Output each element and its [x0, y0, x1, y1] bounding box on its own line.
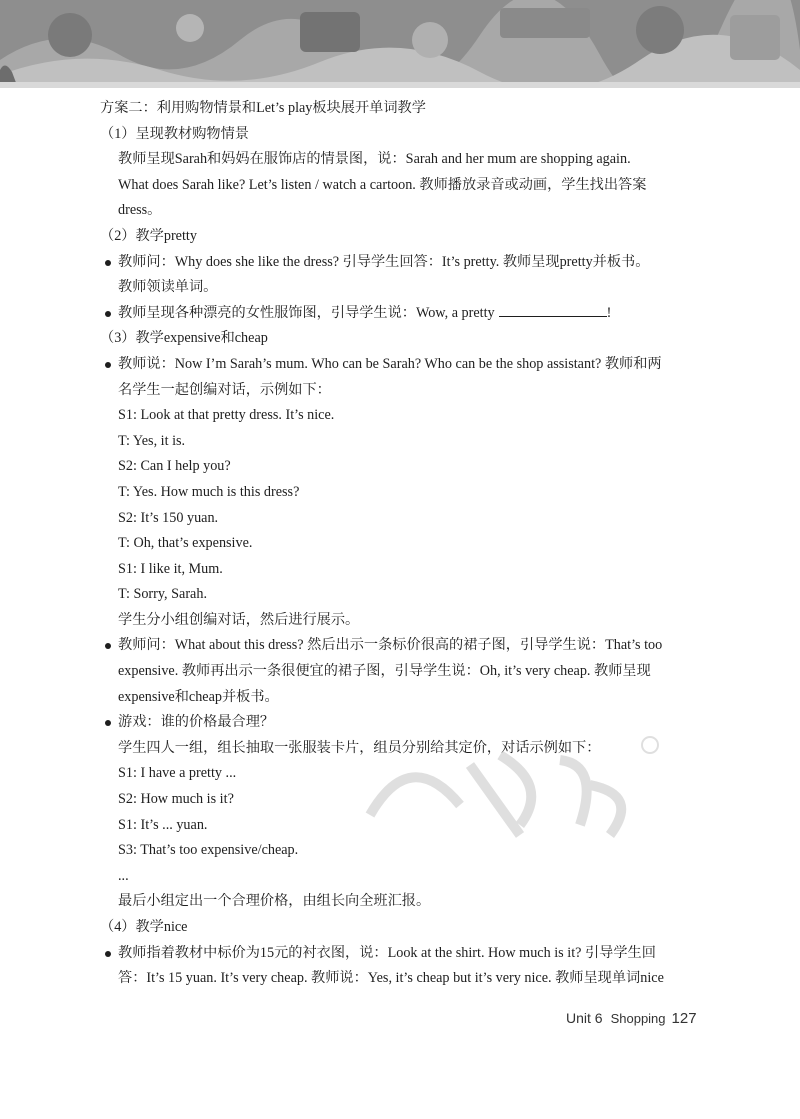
paragraph-line: 名学生一起创编对话，示例如下：	[118, 381, 331, 398]
exclamation-mark: !	[606, 304, 612, 321]
page-footer	[566, 1010, 697, 1027]
dialogue-line: T: Yes. How much is this dress?	[118, 483, 300, 500]
footer-section: Shopping	[610, 1011, 666, 1026]
footer-unit: Unit 6	[566, 1010, 603, 1026]
dialogue-line: S2: How much is it?	[118, 791, 234, 808]
bullet-item: 教师指着教材中标价为15元的衬衣图，说：Look at the shirt. How much is it? 引导学生回	[100, 941, 725, 967]
dialogue-line: S1: I have a pretty ...	[118, 765, 237, 782]
paragraph-line: 最后小组定出一个合理价格，由组长向全班汇报。	[118, 893, 431, 910]
paragraph-line: expensive和cheap并板书。	[118, 688, 279, 705]
plan-heading: 方案二：利用购物情景和Let’s play板块展开单词教学	[100, 100, 426, 116]
dialogue-line: S1: I like it, Mum.	[118, 560, 223, 577]
dialogue-line: S3: That’s too expensive/cheap.	[118, 842, 299, 859]
header-banner	[0, 0, 800, 88]
section-heading-1: （1）呈现教材购物情景	[100, 125, 249, 142]
paragraph-line: 答：It’s 15 yuan. It’s very cheap. 教师说：Yes, it’s cheap but it’s very nice. 教师呈现单词nice	[118, 970, 664, 987]
lesson-plan-body	[100, 96, 725, 992]
dialogue-line: T: Sorry, Sarah.	[118, 586, 207, 603]
paragraph-line: expensive. 教师再出示一条很便宜的裙子图，引导学生说：Oh, it’s very cheap. 教师呈现	[118, 663, 651, 680]
banner-divider	[0, 82, 800, 88]
paragraph-line: 教师呈现Sarah和妈妈在服饰店的情景图，说：Sarah and her mum are shopping again.	[118, 151, 631, 168]
dialogue-line: S2: It’s 150 yuan.	[118, 509, 219, 526]
bullet-item: 游戏：谁的价格最合理？	[100, 710, 725, 736]
bullet-item: 教师说：Now I’m Sarah’s mum. Who can be Sarah? Who can be the shop assistant? 教师和两	[100, 352, 725, 378]
section-heading-4: （4）教学nice	[100, 919, 188, 935]
dialogue-line: S2: Can I help you?	[118, 458, 231, 475]
bullet-item-with-blank	[100, 301, 725, 327]
paragraph-line: 学生分小组创编对话，然后进行展示。	[118, 611, 360, 628]
paragraph-line: 教师领读单词。	[118, 279, 218, 296]
banner-illustration-icon	[0, 0, 800, 88]
dialogue-line: T: Yes, it is.	[118, 432, 186, 449]
paragraph-line: 学生四人一组，组长抽取一张服装卡片，组员分别给其定价，对话示例如下：	[118, 739, 601, 756]
paragraph-line: dress。	[118, 202, 162, 219]
fill-in-blank	[499, 302, 607, 317]
dialogue-line: S1: It’s ... yuan.	[118, 816, 208, 833]
section-heading-3: （3）教学expensive和cheap	[100, 330, 268, 347]
bullet-item: 教师问：Why does she like the dress? 引导学生回答：It’s pretty. 教师呈现pretty并板书。	[100, 250, 725, 276]
paragraph-line: What does Sarah like? Let’s listen / watch a cartoon. 教师播放录音或动画，学生找出答案	[118, 176, 647, 193]
dialogue-line: T: Oh, that’s expensive.	[118, 535, 253, 552]
page-number: 127	[671, 1010, 697, 1027]
dialogue-line: S1: Look at that pretty dress. It’s nice.	[118, 407, 335, 424]
dialogue-line: ...	[118, 867, 129, 884]
bullet-text: 教师呈现各种漂亮的女性服饰图，引导学生说：Wow, a pretty	[118, 304, 495, 321]
bullet-item: 教师问：What about this dress? 然后出示一条标价很高的裙子图，引导学生说：That’s too	[100, 633, 725, 659]
section-heading-2: （2）教学pretty	[100, 227, 197, 244]
